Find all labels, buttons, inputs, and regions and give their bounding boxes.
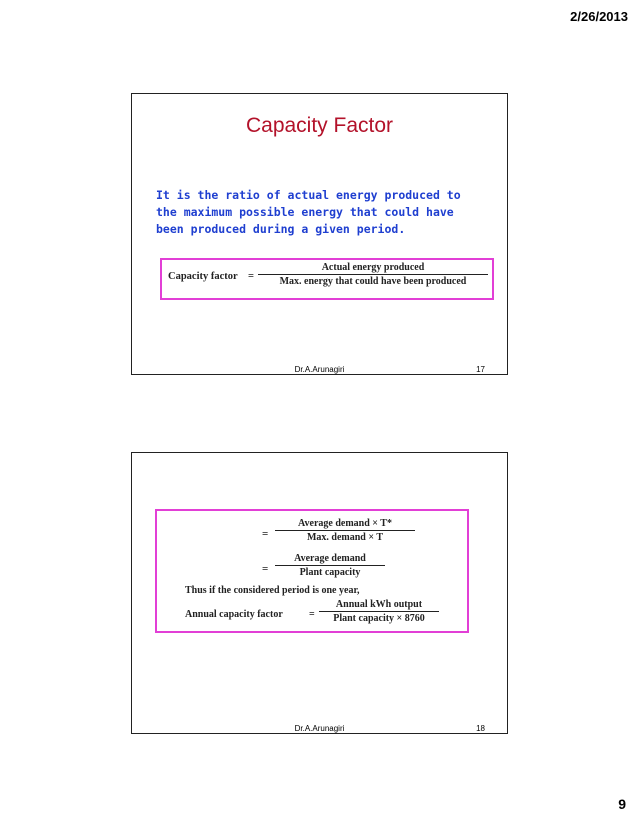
denominator: Plant capacity (299, 567, 361, 578)
numerator: Average demand (275, 553, 385, 566)
definition-text: It is the ratio of actual energy produced to the maximum possible energy that could have been produced during a given period. (156, 188, 461, 236)
explanation-text: Thus if the considered period is one year, (185, 585, 360, 596)
formula-label: Annual capacity factor (185, 609, 283, 620)
print-date: 2/26/2013 (570, 9, 628, 24)
slide-number: 17 (476, 365, 485, 374)
page-number: 9 (618, 796, 626, 812)
numerator: Average demand × T* (275, 518, 415, 531)
footer-author: Dr.A.Arunagiri (294, 724, 345, 733)
numerator: Actual energy produced (258, 262, 488, 275)
denominator: Plant capacity × 8760 (333, 613, 425, 624)
demand-ratio-fraction (275, 518, 415, 543)
equals-sign: = (248, 271, 254, 282)
plant-capacity-fraction (275, 553, 385, 578)
formula-label: Capacity factor (168, 271, 238, 282)
slide-capacity-factor-formulas (131, 452, 508, 734)
denominator: Max. demand × T (306, 532, 384, 543)
slide-number: 18 (476, 724, 485, 733)
annual-capacity-fraction (319, 599, 439, 624)
formula-box (160, 258, 494, 300)
capacity-factor-fraction (258, 262, 488, 287)
footer-author: Dr.A.Arunagiri (294, 365, 345, 374)
slide-title: Capacity Factor (245, 114, 394, 137)
denominator: Max. energy that could have been produced (279, 276, 467, 287)
equals-sign: = (262, 563, 269, 575)
equals-sign: = (262, 528, 269, 540)
slide-capacity-factor (131, 93, 508, 375)
formula-box (155, 509, 469, 633)
numerator: Annual kWh output (319, 599, 439, 612)
equals-sign: = (309, 609, 315, 620)
